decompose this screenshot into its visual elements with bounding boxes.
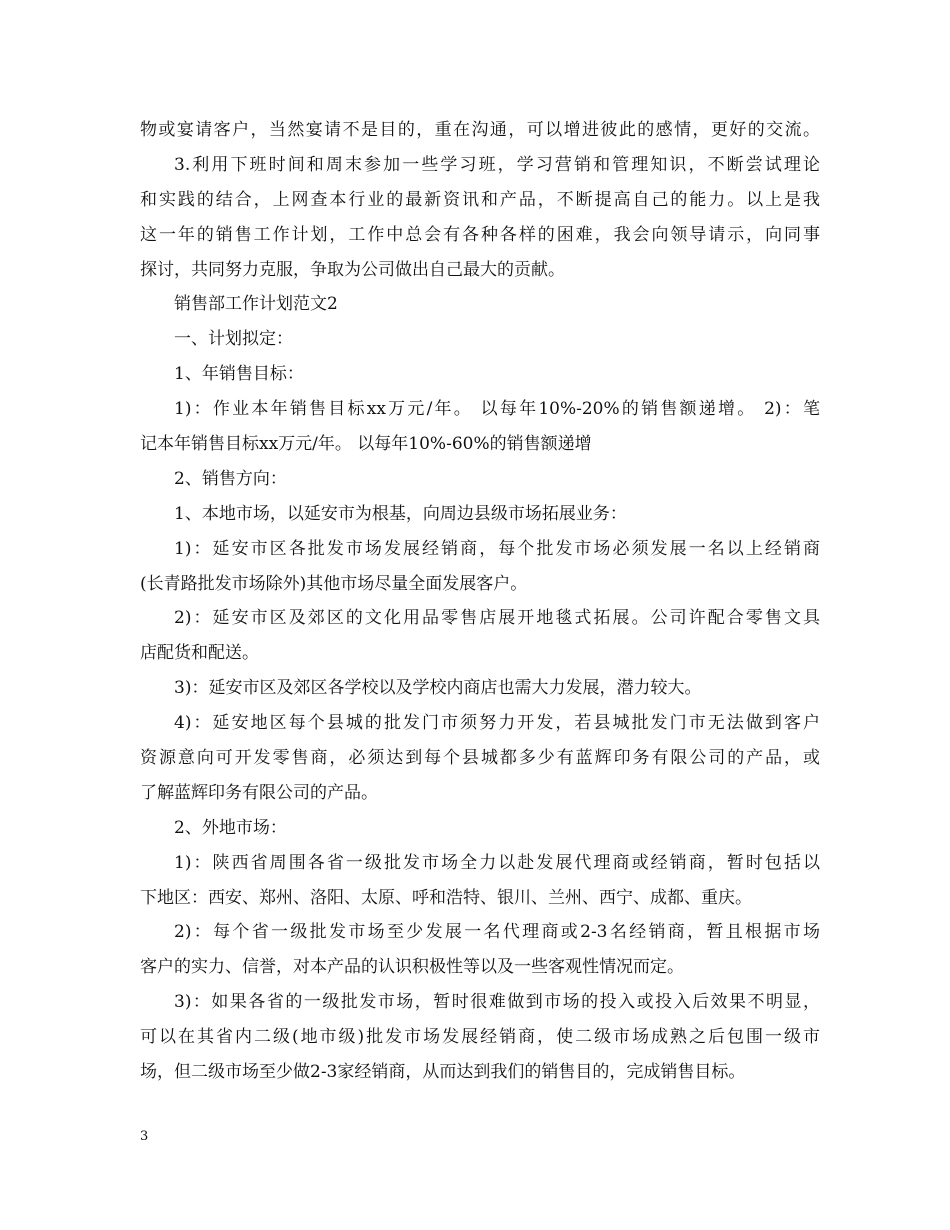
text-line: 1、年销售目标： (174, 364, 304, 385)
text-line: 1)：延安市区各批发市场发展经销商，每个批发市场必须发展一名以上经销商 (174, 538, 820, 559)
text-line: 记本年销售目标xx万元/年。 以每年10%-60%的销售额递增 (140, 434, 592, 455)
text-line: 物或宴请客户，当然宴请不是目的，重在沟通，可以增进彼此的感情，更好的交流。 (140, 120, 820, 140)
text-line: 3.利用下班时间和周末参加一些学习班，学习营销和管理知识，不断尝试理论 (174, 154, 820, 175)
text-line: 客户的实力、信誉，对本产品的认识积极性等以及一些客观性情况而定。 (140, 957, 684, 978)
text-line: 4)：延安地区每个县城的批发门市须努力开发，若县城批发门市无法做到客户 (174, 713, 820, 734)
text-line: 和实践的结合，上网查本行业的最新资讯和产品，不断提高自己的能力。以上是我 (140, 189, 820, 210)
text-line: 1)：作业本年销售目标xx万元/年。 以每年10%-20%的销售额递增。 2)：笔 (174, 399, 820, 420)
text-line: 资源意向可开发零售商，必须达到每个县城都多少有蓝辉印务有限公司的产品，或 (140, 748, 820, 769)
text-line: 一、计划拟定： (174, 329, 293, 350)
text-line: 1、本地市场，以延安市为根基，向周边县级市场拓展业务： (174, 503, 627, 524)
text-line: 2、外地市场： (174, 817, 287, 838)
text-line: 了解蓝辉印务有限公司的产品。 (140, 782, 378, 803)
text-line: 2、销售方向： (174, 468, 287, 489)
text-line: 可以在其省内二级(地市级)批发市场发展经销商，使二级市场成熟之后包围一级市 (140, 1027, 820, 1048)
text-line: 探讨，共同努力克服，争取为公司做出自己最大的贡献。 (140, 259, 565, 280)
text-line: 下地区：西安、郑州、洛阳、太原、呼和浩特、银川、兰州、西宁、成都、重庆。 (140, 887, 752, 908)
text-line: 1)：陕西省周围各省一级批发市场全力以赴发展代理商或经销商，暂时包括以 (174, 852, 820, 873)
text-line: 场，但二级市场至少做2-3家经销商，从而达到我们的销售目的，完成销售目标。 (140, 1062, 746, 1083)
text-line: (长青路批发市场除外)其他市场尽量全面发展客户。 (140, 573, 528, 594)
document-body (140, 113, 820, 1090)
text-line: 销售部工作计划范文2 (174, 294, 338, 315)
text-line: 2)：延安市区及郊区的文化用品零售店展开地毯式拓展。公司许配合零售文具 (174, 608, 820, 629)
page-number: 3 (140, 1129, 149, 1144)
text-line: 这一年的销售工作计划，工作中总会有各种各样的困难，我会向领导请示，向同事 (140, 224, 820, 245)
text-line: 3)：延安市区及郊区各学校以及学校内商店也需大力发展，潜力较大。 (174, 678, 702, 699)
text-line: 店配货和配送。 (140, 643, 259, 664)
text-line: 3)：如果各省的一级批发市场，暂时很难做到市场的投入或投入后效果不明显， (174, 992, 820, 1013)
text-line: 2)：每个省一级批发市场至少发展一名代理商或2-3名经销商，暂且根据市场 (174, 922, 820, 943)
